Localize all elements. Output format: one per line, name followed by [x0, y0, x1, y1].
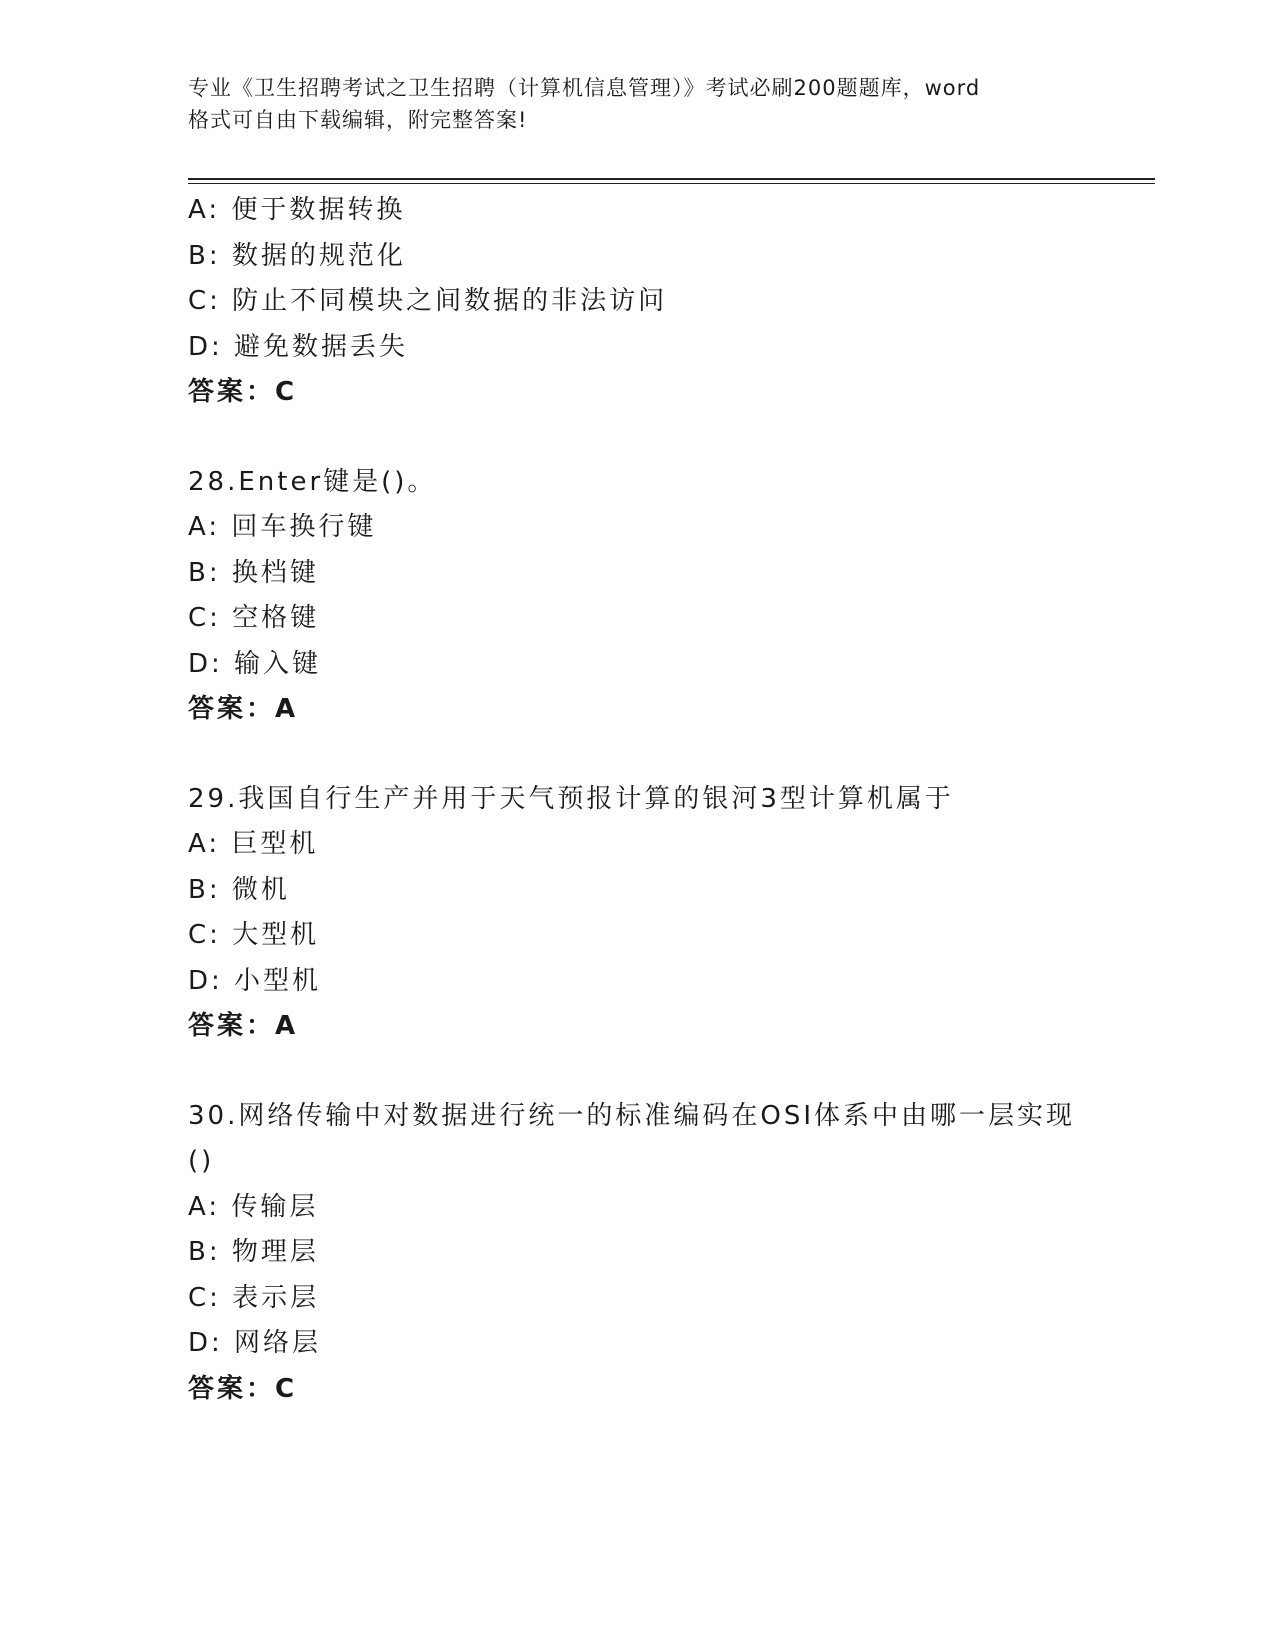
option-c: C: 防止不同模块之间数据的非法访问: [188, 286, 668, 316]
question-block-29: [188, 777, 1148, 1050]
header-divider-thin: [188, 183, 1155, 184]
question-block-28: [188, 460, 1148, 733]
answer: 答案：C: [188, 377, 298, 407]
question-text: 29.我国自行生产并用于天气预报计算的银河3型计算机属于: [188, 783, 954, 814]
option-c: C: 表示层: [188, 1282, 320, 1313]
option-b: B: 换档键: [188, 557, 319, 588]
option-d: D: 输入键: [188, 648, 322, 679]
question-text-line-1: 30.网络传输中对数据进行统一的标准编码在OSI体系中由哪一层实现: [188, 1100, 1075, 1131]
header-line-1: 专业《卫生招聘考试之卫生招聘（计算机信息管理）》考试必刷200题题库，word: [188, 76, 981, 100]
option-a: A: 巨型机: [188, 829, 319, 859]
document-header: [188, 72, 1088, 136]
answer: 答案：C: [188, 1373, 298, 1404]
option-d: D: 小型机: [188, 965, 322, 996]
option-b: B: 数据的规范化: [188, 240, 406, 271]
option-d: D: 避免数据丢失: [188, 331, 409, 362]
question-block-27: [188, 188, 1148, 416]
answer: 答案：A: [188, 694, 299, 724]
option-a: A: 传输层: [188, 1191, 319, 1222]
option-a: A: 回车换行键: [188, 512, 377, 542]
option-b: B: 微机: [188, 874, 290, 905]
option-a: A: 便于数据转换: [188, 195, 406, 225]
question-text: 28.Enter键是()。: [188, 466, 437, 497]
question-text-line-2: (): [188, 1146, 215, 1176]
question-block-30: [188, 1094, 1148, 1413]
option-b: B: 物理层: [188, 1237, 319, 1267]
question-list: [188, 188, 1148, 1412]
option-d: D: 网络层: [188, 1328, 322, 1358]
option-c: C: 空格键: [188, 603, 320, 633]
option-c: C: 大型机: [188, 920, 320, 950]
header-divider: [188, 178, 1155, 180]
answer: 答案：A: [188, 1011, 299, 1041]
header-line-2: 格式可自由下载编辑，附完整答案!: [188, 108, 528, 132]
